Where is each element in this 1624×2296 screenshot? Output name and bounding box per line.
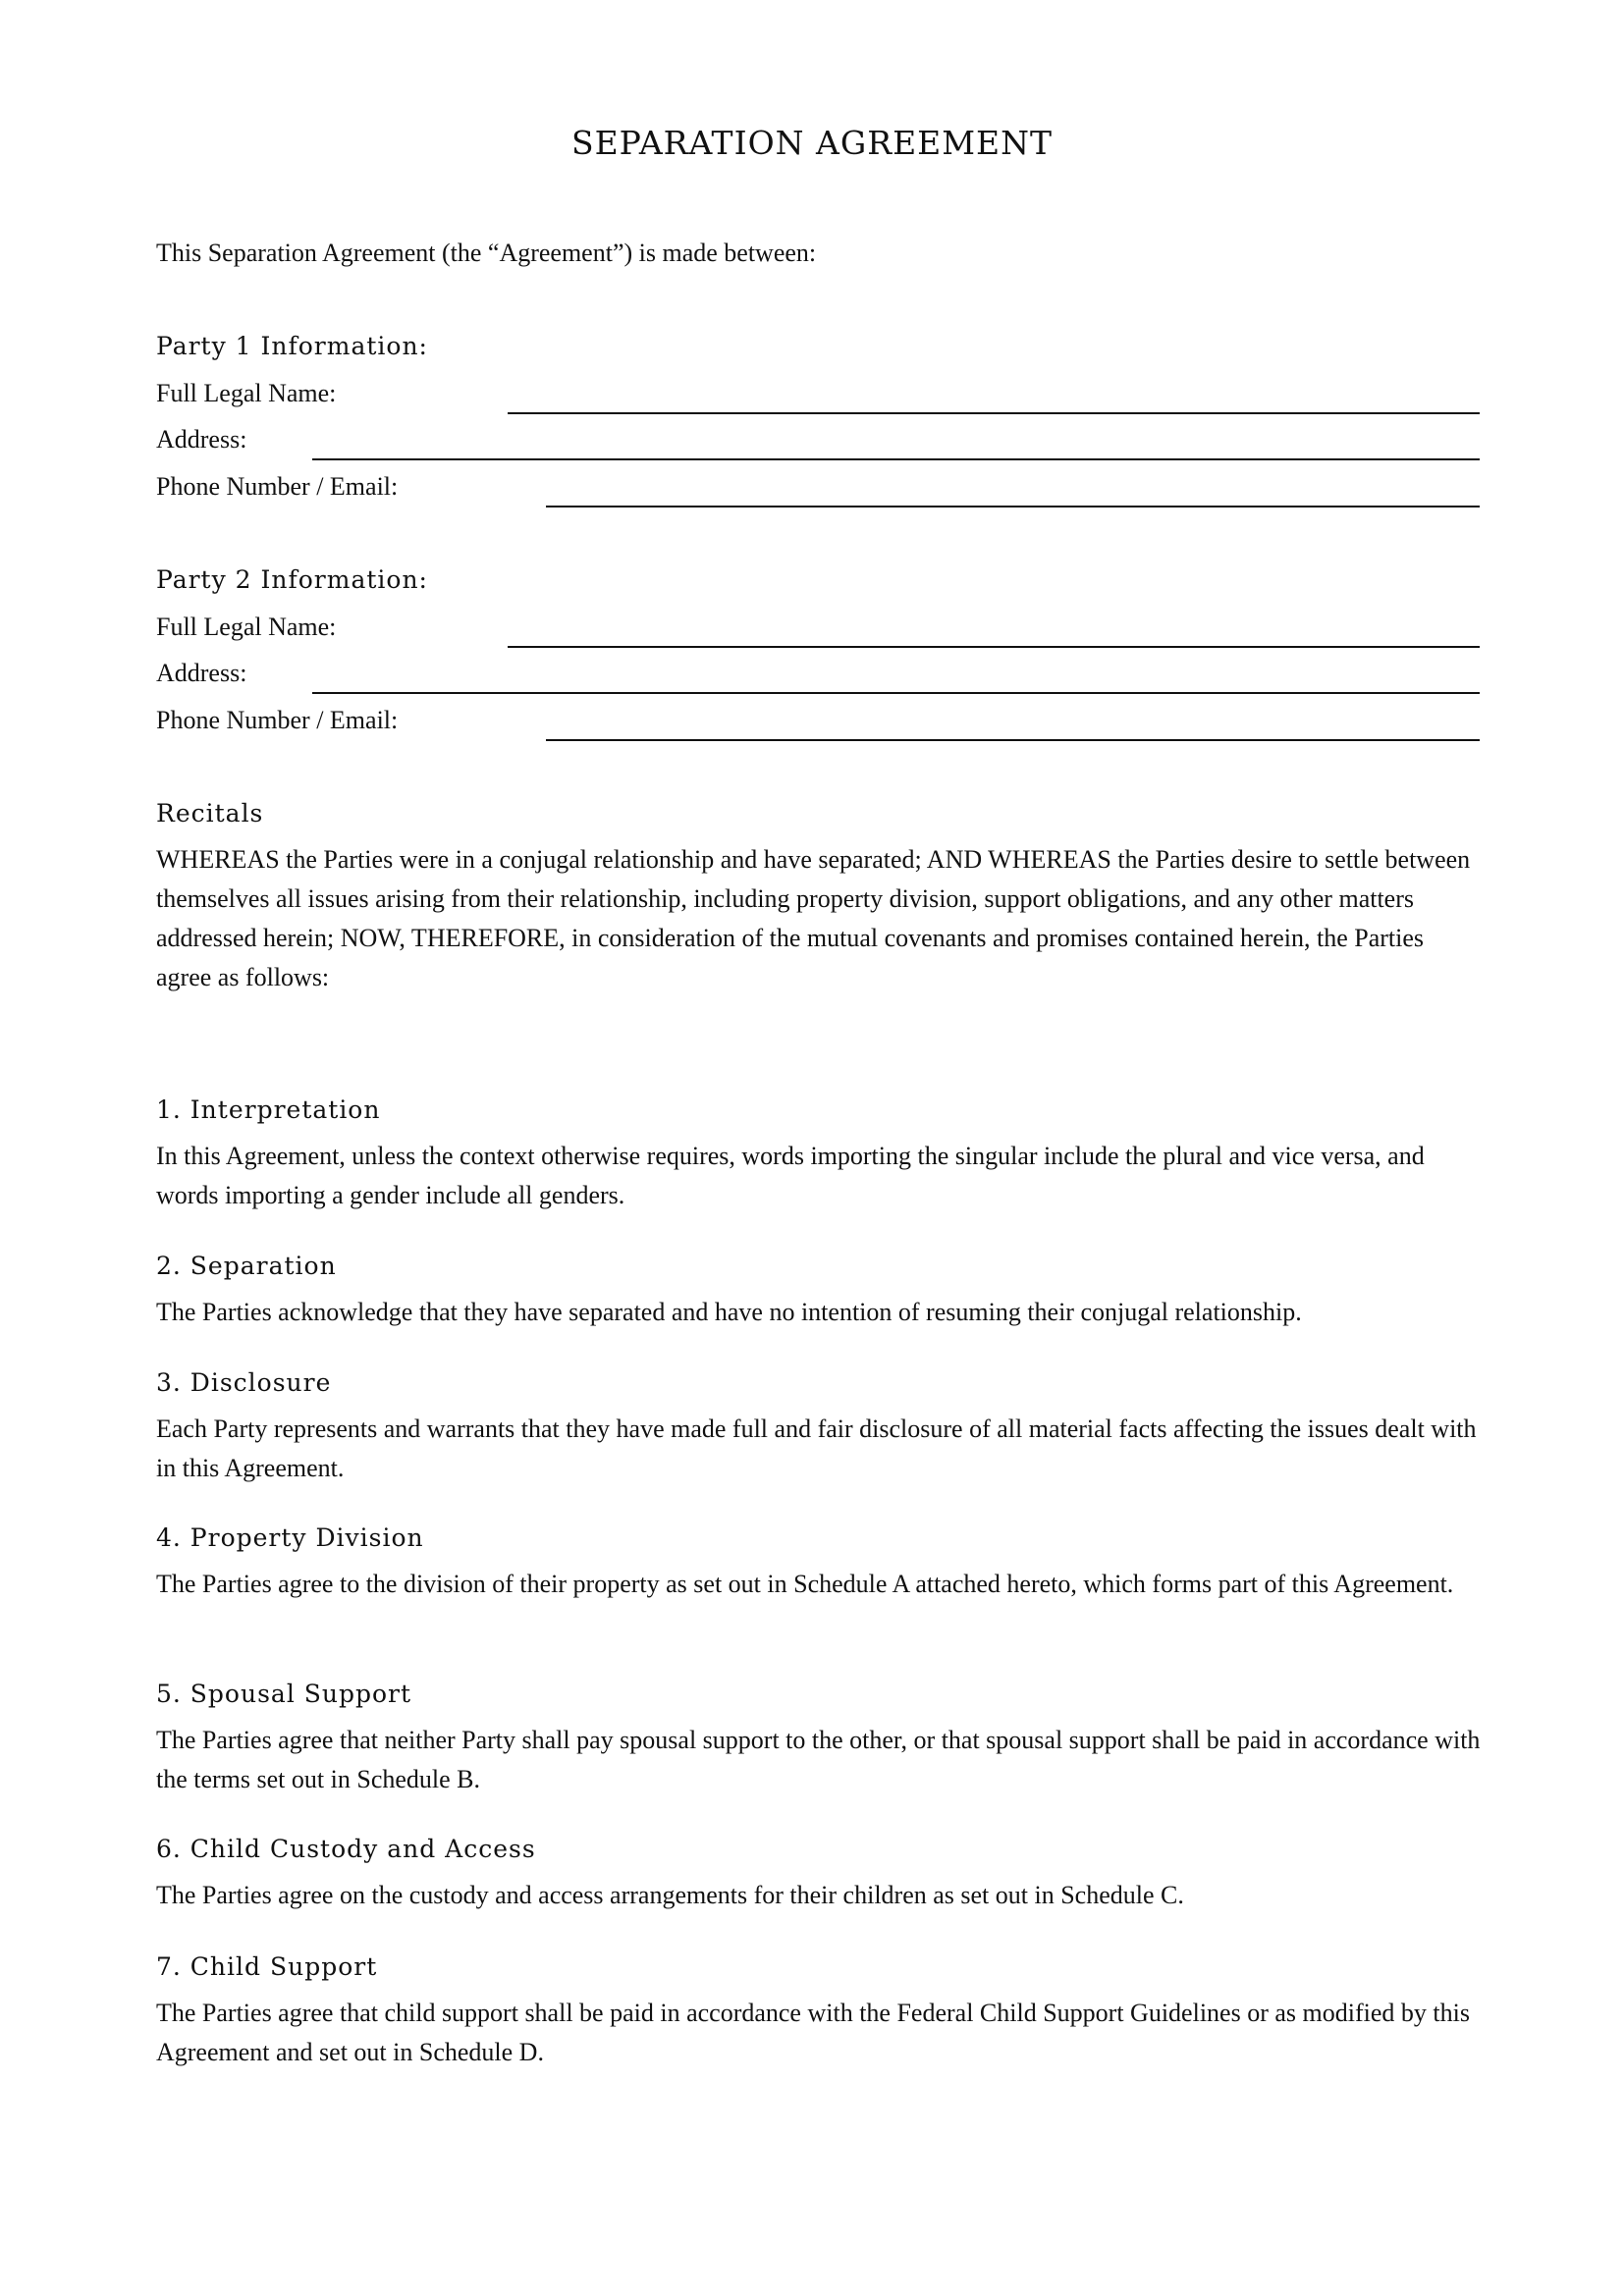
section-1-body: In this Agreement, unless the context otherwise requires, words importing the singular include the plural and vice versa, and words importing a gender include all genders. bbox=[156, 1142, 1425, 1209]
party2-contact-label: Phone Number / Email: bbox=[156, 706, 399, 734]
party2-address-field[interactable] bbox=[312, 668, 1480, 694]
party1-address-field[interactable] bbox=[312, 435, 1480, 460]
party1-contact-field[interactable] bbox=[546, 482, 1480, 507]
party1-address-label: Address: bbox=[156, 425, 247, 454]
section-1-heading: 1. Interpretation bbox=[156, 1095, 381, 1124]
document-title: SEPARATION AGREEMENT bbox=[570, 124, 1054, 162]
section-6-body: The Parties agree on the custody and access arrangements for their children as set out in Schedule C. bbox=[156, 1881, 1184, 1909]
party2-contact-field[interactable] bbox=[546, 716, 1480, 741]
section-4-heading: 4. Property Division bbox=[156, 1523, 424, 1552]
section-2-body: The Parties acknowledge that they have separated and have no intention of resuming their conjugal relationship. bbox=[156, 1298, 1302, 1326]
party2-full-name-label: Full Legal Name: bbox=[156, 613, 337, 641]
section-3-heading: 3. Disclosure bbox=[156, 1368, 332, 1397]
party1-full-name-field[interactable] bbox=[508, 389, 1480, 414]
party1-contact-label: Phone Number / Email: bbox=[156, 472, 399, 501]
section-6-heading: 6. Child Custody and Access bbox=[156, 1835, 536, 1863]
section-5-body: The Parties agree that neither Party shall pay spousal support to the other, or that spousal support shall be paid in accordance with the terms set out in Schedule B. bbox=[156, 1726, 1481, 1793]
party2-address-label: Address: bbox=[156, 659, 247, 687]
intro-text: This Separation Agreement (the “Agreement”) is made between: bbox=[156, 239, 817, 267]
section-3-body: Each Party represents and warrants that they have made full and fair disclosure of all material facts affecting the issues dealt with in this Agreement. bbox=[156, 1415, 1477, 1482]
recitals-heading: Recitals bbox=[156, 799, 264, 828]
party1-full-name-label: Full Legal Name: bbox=[156, 379, 337, 407]
party1-heading: Party 1 Information: bbox=[156, 332, 428, 360]
section-7-heading: 7. Child Support bbox=[156, 1952, 378, 1981]
section-2-heading: 2. Separation bbox=[156, 1252, 337, 1280]
section-7-body: The Parties agree that child support shall be paid in accordance with the Federal Child Support Guidelines or as modified by this Agreement and set out in Schedule D. bbox=[156, 1999, 1470, 2066]
section-5-heading: 5. Spousal Support bbox=[156, 1680, 412, 1708]
section-4-body: The Parties agree to the division of their property as set out in Schedule A attached hereto, which forms part of this Agreement. bbox=[156, 1570, 1454, 1598]
party2-heading: Party 2 Information: bbox=[156, 565, 428, 594]
party2-full-name-field[interactable] bbox=[508, 622, 1480, 648]
recitals-body: WHEREAS the Parties were in a conjugal relationship and have separated; AND WHEREAS the Parties desire to settle between themselves all issues arising from their relationship, including property division, support obligations, and any other matters addressed herein; NOW, THEREFORE, in consideration of the mutual covenants and promises contained herein, the Parties agree as follows: bbox=[156, 845, 1471, 991]
